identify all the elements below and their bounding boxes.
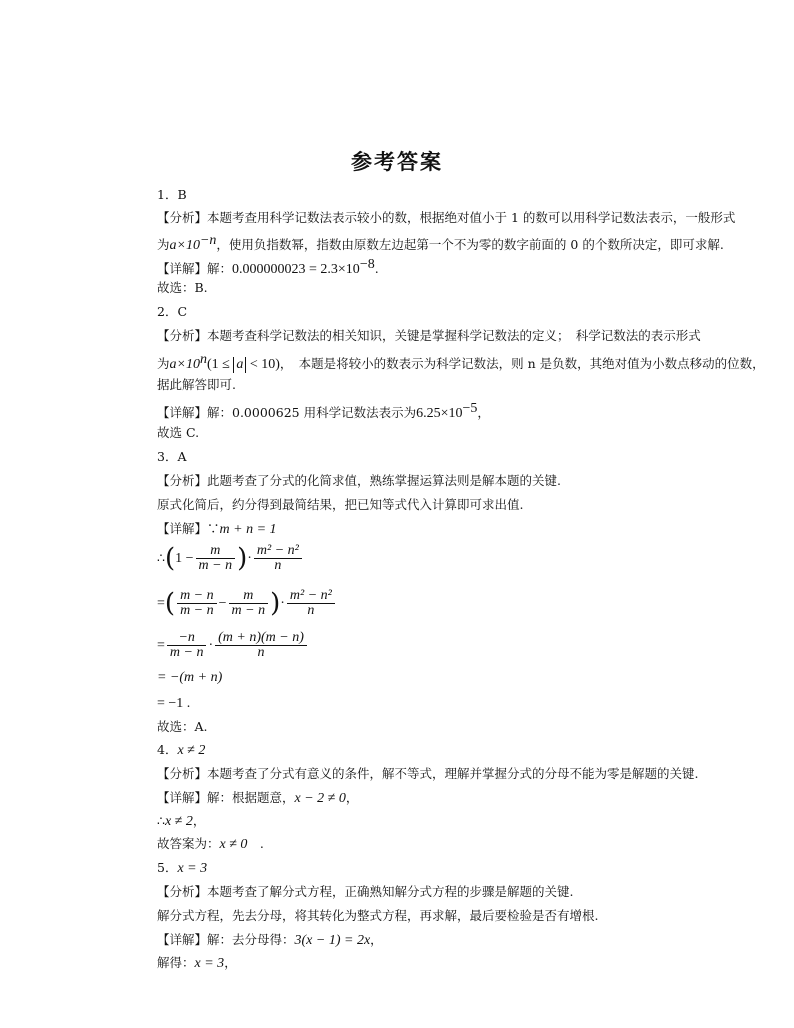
q5-analysis-cont: 解分式方程，先去分母，将其转化为整式方程，再求解，最后要检验是否有增根. [157, 908, 599, 923]
absolute-value: a [233, 357, 246, 373]
math: x − 2 ≠ 0 [294, 791, 346, 806]
minus: − [218, 596, 227, 611]
text: ，使用负指数幂，指数由原数左边起第一个不为零的数字前面的 0 的个数所决定，即可求解. [216, 237, 724, 253]
q3-detail [157, 521, 277, 538]
text: 为 [157, 356, 170, 372]
exponent: −8 [359, 257, 375, 272]
text: 解得： [157, 955, 195, 970]
numerator: −n [167, 631, 207, 646]
denominator: m − n [198, 558, 233, 573]
math: 1 − [175, 551, 194, 566]
fraction [167, 631, 207, 660]
q3-step-5: = −1 . [157, 696, 191, 711]
math: x = 3 [194, 956, 225, 971]
text: ， [224, 955, 237, 970]
q5-analysis: 【分析】本题考查了解分式方程，正确熟知解分式方程的步骤是解题的关键. [157, 884, 574, 899]
text: 4． [157, 742, 178, 757]
text: . [374, 261, 379, 277]
q1-analysis: 【分析】本题考查用科学记数法表示较小的数，根据绝对值小于 1 的数可以用科学记数法表示，一般形式 [157, 210, 736, 225]
q4-analysis: 【分析】本题考查了分式有意义的条件，解不等式，理解并掌握分式的分母不能为零是解题的关键. [157, 766, 699, 781]
exponent: n [199, 352, 207, 367]
q2-detail [157, 401, 490, 422]
q4-detail [157, 790, 358, 807]
q2-analysis: 【分析】本题考查科学记数法的相关知识，关键是掌握科学记数法的定义； 科学记数法的表示形式 [157, 328, 701, 343]
numerator: m² − n² [254, 544, 302, 559]
text: ， [345, 790, 359, 805]
left-paren: ( [164, 543, 176, 574]
dot-operator: · [280, 596, 285, 611]
right-paren: ) [270, 588, 281, 619]
q3-step-2 [157, 588, 337, 619]
math: a×10 [169, 238, 200, 254]
q2-analysis-cont [157, 352, 765, 373]
math: 6.25×10 [416, 406, 463, 422]
fraction [254, 544, 302, 573]
page-title: 参考答案 [351, 150, 443, 174]
math: x ≠ 2 [177, 743, 206, 758]
therefore-symbol: ∴ [157, 813, 165, 828]
therefore-symbol: ∴ [157, 550, 165, 565]
q2-analysis-end: 据此解答即可. [157, 377, 236, 392]
q3-choice: 故选：A. [157, 719, 208, 734]
text: 为 [157, 237, 170, 253]
numerator: (m + n)(m − n) [215, 631, 307, 646]
right-paren: ) [237, 543, 248, 574]
q3-answer: 3．A [157, 449, 187, 464]
text: . [247, 836, 264, 851]
dot-operator: · [208, 638, 214, 653]
numerator: m [229, 589, 269, 604]
q5-answer [157, 860, 207, 877]
fraction [196, 544, 236, 573]
text: 【详解】解：根据题意， [157, 790, 295, 805]
q4-final-answer [157, 836, 264, 853]
q4-step [157, 813, 205, 830]
q1-choice: 故选：B. [157, 280, 208, 295]
denominator: n [307, 603, 315, 618]
q5-solve [157, 955, 237, 972]
numerator: m² − n² [287, 589, 335, 604]
left-paren: ( [164, 588, 176, 619]
q1-detail [157, 257, 379, 278]
denominator: n [274, 558, 282, 573]
text: ， [192, 813, 206, 828]
q1-answer: 1．B [157, 187, 187, 202]
text: 【详解】解：去分母得： [157, 932, 295, 947]
math: x = 3 [177, 861, 208, 876]
denominator: n [257, 645, 265, 660]
text: 【详解】∵ [157, 521, 220, 536]
q3-step-1 [157, 543, 304, 574]
text: ， [477, 405, 490, 421]
math: < 10) [246, 357, 280, 373]
text: 5． [157, 860, 178, 875]
math: 3(x − 1) = 2x [294, 933, 371, 948]
text: 故答案为： [157, 836, 220, 851]
q3-step-3 [157, 630, 309, 661]
text: ， [370, 932, 383, 947]
fraction [177, 589, 217, 618]
q1-analysis-cont [157, 233, 724, 254]
denominator: m − n [180, 603, 214, 618]
math: x ≠ 0 [219, 837, 248, 852]
q3-analysis-cont: 原式化简后，约分得到最简结果，把已知等式代入计算即可求出值. [157, 497, 524, 512]
denominator: m − n [231, 603, 266, 618]
equals: = [157, 596, 165, 611]
numerator: m − n [177, 589, 217, 604]
q5-detail [157, 932, 383, 949]
q3-step-4: = −(m + n) [157, 670, 223, 685]
q4-answer [157, 742, 205, 759]
math: (1 ≤ [206, 357, 234, 373]
q2-choice: 故选 C. [157, 425, 200, 440]
exponent: −n [199, 233, 217, 248]
fraction [229, 589, 269, 618]
math: a×10 [169, 357, 200, 373]
fraction [215, 631, 307, 660]
text: ， 本题是将较小的数表示为科学记数法，则 n 是负数，其绝对值为小数点移动的位数， [279, 356, 765, 372]
dot-operator: · [247, 551, 252, 566]
math: 0.000000023 = 2.3×10 [232, 262, 360, 278]
q3-analysis: 【分析】此题考查了分式的化简求值，熟练掌握运算法则是解本题的关键. [157, 473, 561, 488]
exponent: −5 [462, 401, 478, 416]
math: m + n = 1 [219, 522, 277, 537]
text: 【详解】解： [157, 261, 233, 277]
denominator: m − n [169, 645, 204, 660]
numerator: m [196, 544, 236, 559]
text: 【详解】解：0.0000625 用科学记数法表示为 [157, 405, 417, 421]
fraction [287, 589, 335, 618]
math: x ≠ 2 [164, 814, 193, 829]
equals: = [157, 638, 165, 653]
q2-answer: 2．C [157, 304, 188, 319]
